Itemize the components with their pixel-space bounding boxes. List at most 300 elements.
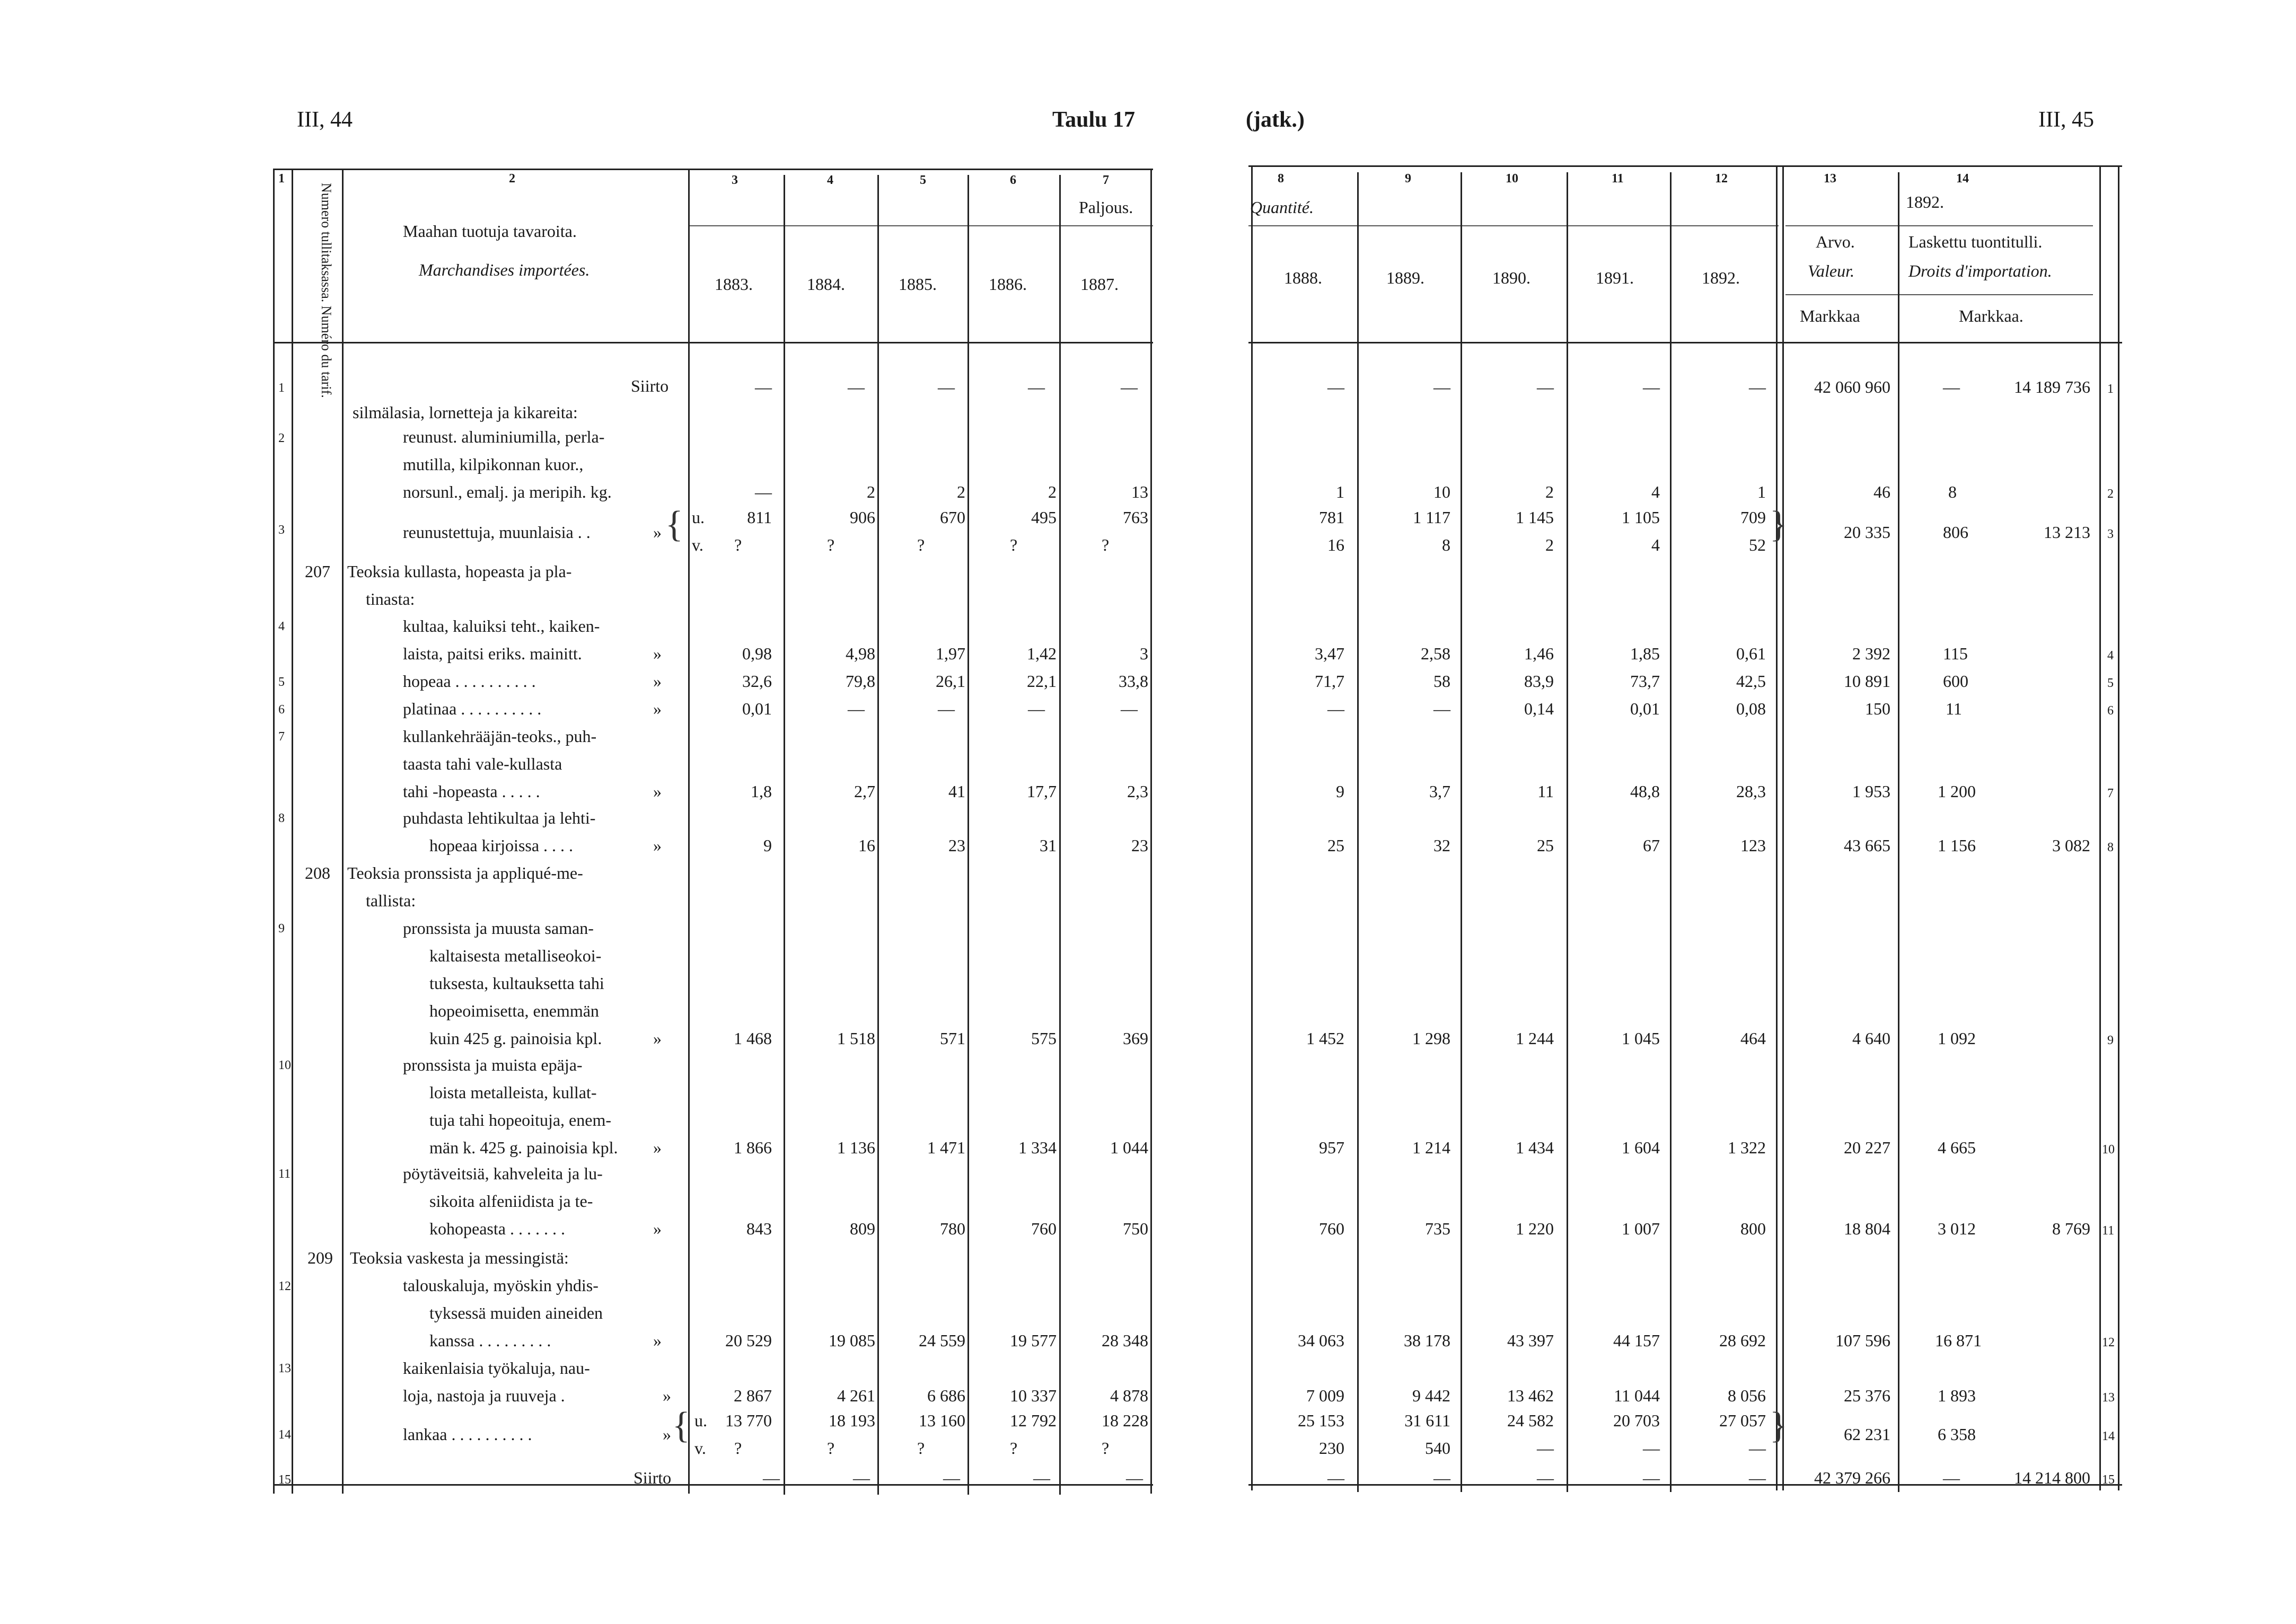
brace-right: }: [1770, 504, 1788, 545]
unit-mark: »: [653, 672, 662, 691]
group-label: silmälasia, lornetteja ja kikareita:: [353, 403, 578, 422]
cell: —: [853, 1468, 870, 1487]
unit-mark: »: [653, 1219, 662, 1238]
cell: 1 105: [1622, 508, 1660, 527]
item-label: pöytäveitsiä, kahveleita ja lu-: [403, 1164, 603, 1183]
value-cell: 2 392: [1852, 644, 1890, 663]
row-number: 6: [278, 703, 285, 717]
cell: 79,8: [846, 672, 875, 691]
col-number: 6: [1010, 173, 1016, 187]
cell: 9: [763, 836, 772, 855]
cell: 10: [1433, 482, 1450, 501]
cell: 2: [1545, 535, 1554, 554]
value-cell: 107 596: [1835, 1331, 1890, 1350]
cell: —: [938, 377, 955, 396]
cell: 13: [1131, 482, 1148, 501]
cell: 1 334: [1018, 1138, 1057, 1157]
value-cell: 10 891: [1844, 672, 1890, 691]
item-label: laista, paitsi eriks. mainitt.: [403, 644, 582, 663]
cell: ?: [1010, 1438, 1018, 1458]
cell: 843: [746, 1219, 772, 1238]
row-number: 3: [2107, 527, 2114, 541]
cell: 42,5: [1736, 672, 1766, 691]
cell: 16: [1327, 535, 1344, 554]
unit-mark: »: [653, 1029, 662, 1048]
cell: —: [1433, 1468, 1450, 1487]
cell: 670: [940, 508, 965, 527]
year-1892-value-heading: 1892.: [1906, 192, 1944, 211]
unit-mark: »: [653, 1138, 662, 1157]
cell: 13 160: [919, 1411, 965, 1430]
cell: 0,98: [742, 644, 772, 663]
cell: 7 009: [1306, 1386, 1344, 1405]
value-cell: 25 376: [1844, 1386, 1890, 1405]
unit-v: v.: [692, 535, 703, 554]
cell: 3,7: [1429, 782, 1450, 801]
cell: ?: [734, 535, 742, 554]
cell: 26,1: [936, 672, 965, 691]
cell: 2: [1048, 482, 1057, 501]
cell: —: [848, 377, 865, 396]
item-label: norsunl., emalj. ja meripih. kg.: [403, 482, 612, 501]
cell: —: [1643, 377, 1660, 396]
cell: 1 145: [1516, 508, 1554, 527]
cell: 4: [1651, 535, 1660, 554]
cell: 13 770: [725, 1411, 772, 1430]
value-cell: 1 953: [1852, 782, 1890, 801]
unit-mark: »: [653, 699, 662, 718]
cell: 1 322: [1728, 1138, 1766, 1157]
item-label: loja, nastoja ja ruuveja .: [403, 1386, 565, 1405]
cell: 11 044: [1614, 1386, 1660, 1405]
section-label: tinasta:: [366, 589, 415, 608]
duty-cell: 3 012: [1938, 1219, 1976, 1238]
item-label: taasta tahi vale-kullasta: [403, 754, 562, 773]
cell: 1 518: [837, 1029, 875, 1048]
cell: 495: [1031, 508, 1057, 527]
cell: 27 057: [1719, 1411, 1766, 1430]
cell: 735: [1425, 1219, 1450, 1238]
value-cell: 46: [1873, 482, 1890, 501]
cell: 31: [1040, 836, 1057, 855]
value-cell: 42 060 960: [1814, 377, 1890, 396]
cell: 20 529: [725, 1331, 772, 1350]
cell: 575: [1031, 1029, 1057, 1048]
row-number: 1: [278, 381, 285, 395]
unit-mark: »: [653, 836, 662, 855]
row-number: 6: [2107, 704, 2114, 718]
unit-mark: »: [653, 644, 662, 663]
cell: 1 044: [1110, 1138, 1148, 1157]
cell: ?: [734, 1438, 742, 1458]
quantity-heading: Paljous.: [1079, 198, 1133, 217]
col-number: 12: [1715, 172, 1728, 186]
cell: 2: [867, 482, 875, 501]
cell: —: [943, 1468, 960, 1487]
cell: —: [1643, 1468, 1660, 1487]
goods-heading: Maahan tuotuja tavaroita.: [403, 222, 577, 241]
item-label: puhdasta lehtikultaa ja lehti-: [403, 808, 596, 827]
cell: 1 471: [927, 1138, 965, 1157]
row-number: 1: [2107, 382, 2114, 396]
col-number: 2: [509, 172, 515, 186]
row-number: 11: [2102, 1224, 2115, 1238]
year-1883: 1883.: [715, 275, 753, 294]
value-cell: 42 379 266: [1814, 1468, 1890, 1487]
cell: 369: [1123, 1029, 1148, 1048]
cell: 4 261: [837, 1386, 875, 1405]
col-number: 5: [920, 173, 926, 187]
item-label: kaikenlaisia työkaluja, nau-: [403, 1358, 590, 1378]
cell: 28 348: [1102, 1331, 1148, 1350]
row-number: 2: [2107, 487, 2114, 501]
year-1888: 1888.: [1284, 268, 1322, 287]
cell: 44 157: [1613, 1331, 1660, 1350]
item-label: sikoita alfeniidista ja te-: [429, 1191, 593, 1211]
cell: 2,7: [854, 782, 875, 801]
cell: 19 085: [829, 1331, 875, 1350]
value-heading-fr: Valeur.: [1808, 261, 1854, 280]
row-number: 14: [2102, 1429, 2115, 1443]
unit-v: v.: [694, 1438, 706, 1458]
duty-cell: 1 156: [1938, 836, 1976, 855]
row-number: 14: [278, 1428, 291, 1442]
cell: 8: [1442, 535, 1450, 554]
cell: 1 117: [1413, 508, 1450, 527]
row-number: 15: [2102, 1473, 2115, 1487]
cell: —: [1121, 377, 1138, 396]
cell: 1,8: [751, 782, 772, 801]
cell: 43 397: [1507, 1331, 1554, 1350]
cell: 24 582: [1507, 1411, 1554, 1430]
cell: 12 792: [1010, 1411, 1057, 1430]
cell: —: [1749, 1438, 1766, 1458]
cell: 957: [1319, 1138, 1344, 1157]
item-label: tyksessä muiden aineiden: [429, 1303, 603, 1322]
unit-mark: »: [663, 1386, 671, 1405]
row-number: 9: [2107, 1034, 2114, 1047]
section-label: Teoksia pronssista ja appliqué-me-: [347, 863, 583, 882]
cell: —: [763, 1468, 780, 1487]
cell: 3: [1140, 644, 1148, 663]
cell: 17,7: [1027, 782, 1057, 801]
value-cell: 18 804: [1844, 1219, 1890, 1238]
col-number: 7: [1103, 173, 1109, 187]
unit-u: u.: [692, 508, 705, 527]
item-label: pronssista ja muusta saman-: [403, 919, 594, 938]
cell: 2,58: [1421, 644, 1450, 663]
col-number: 1: [278, 172, 285, 186]
row-number: 12: [278, 1279, 291, 1293]
cell: 4 878: [1110, 1386, 1148, 1405]
cell: —: [1537, 377, 1554, 396]
cell: ?: [1102, 535, 1110, 554]
unit-mark: »: [653, 523, 662, 542]
year-1891: 1891.: [1596, 268, 1634, 287]
cell: 18 228: [1102, 1411, 1148, 1430]
cell: 4,98: [846, 644, 875, 663]
cell: 709: [1740, 508, 1766, 527]
row-number: 7: [2107, 787, 2114, 800]
duty-cell: 16 871: [1935, 1331, 1982, 1350]
duty-cell: 14 189 736: [2014, 377, 2090, 396]
cell: 32: [1433, 836, 1450, 855]
item-label: reunustettuja, muunlaisia . .: [403, 523, 591, 542]
year-1892: 1892.: [1702, 268, 1740, 287]
cell: ?: [1010, 535, 1018, 554]
cell: 1,97: [936, 644, 965, 663]
cell: —: [1433, 377, 1450, 396]
cell: 1,85: [1630, 644, 1660, 663]
cell: 230: [1319, 1438, 1344, 1458]
col-number: 4: [827, 173, 833, 187]
row-number: 7: [278, 730, 285, 744]
carry-over-label: Siirto: [631, 376, 669, 395]
duty-cell: 806: [1943, 523, 1968, 542]
table-title: Taulu 17: [1052, 108, 1136, 132]
tariff-number: 207: [305, 562, 330, 581]
cell: —: [1033, 1468, 1050, 1487]
cell: 2: [1545, 482, 1554, 501]
cell: 123: [1740, 836, 1766, 855]
duty-cell: 14 214 800: [2014, 1468, 2090, 1487]
duty-cell: 8: [1948, 482, 1957, 501]
cell: 1 136: [837, 1138, 875, 1157]
cell: —: [755, 482, 772, 501]
unit-u: u.: [694, 1411, 707, 1430]
brace-right: }: [1770, 1405, 1788, 1446]
item-label: hopeaa kirjoissa . . . .: [429, 836, 574, 855]
row-number: 12: [2102, 1336, 2115, 1349]
duty-cell: 6 358: [1938, 1425, 1976, 1444]
cell: —: [1537, 1468, 1554, 1487]
cell: 9 442: [1412, 1386, 1450, 1405]
duty-heading-fr: Droits d'importation.: [1908, 261, 2052, 280]
duty-cell: 1 893: [1938, 1386, 1976, 1405]
cell: —: [1327, 377, 1344, 396]
cell: 71,7: [1315, 672, 1344, 691]
value-cell: 20 227: [1844, 1138, 1890, 1157]
row-number: 8: [2107, 841, 2114, 854]
cell: —: [1126, 1468, 1143, 1487]
cell: 906: [850, 508, 875, 527]
col-number: 8: [1278, 172, 1284, 186]
cell: 760: [1031, 1219, 1057, 1238]
duty-cell: 600: [1943, 672, 1968, 691]
cell: —: [1643, 1438, 1660, 1458]
item-label: kanssa . . . . . . . . .: [429, 1331, 551, 1350]
col-number: 11: [1612, 172, 1624, 186]
cell: —: [938, 699, 955, 718]
duty-cell: 1 092: [1938, 1029, 1976, 1048]
item-label: kuin 425 g. painoisia kpl.: [429, 1029, 602, 1048]
currency-value: Markkaa: [1800, 306, 1860, 325]
cell: 16: [858, 836, 875, 855]
tariff-number-label: Numero tullitaksassa. Numéro du tarif.: [319, 183, 334, 398]
col-number: 3: [732, 173, 738, 187]
item-label: pronssista ja muista epäja-: [403, 1055, 583, 1074]
section-label: Teoksia vaskesta ja messingistä:: [350, 1248, 569, 1267]
item-label: hopeaa . . . . . . . . . .: [403, 672, 536, 691]
right-page-number: III, 45: [2038, 108, 2094, 132]
cell: ?: [1102, 1438, 1110, 1458]
cell: 28 692: [1719, 1331, 1766, 1350]
cell: 1 452: [1306, 1029, 1344, 1048]
cell: 0,01: [742, 699, 772, 718]
cell: 38 178: [1404, 1331, 1450, 1350]
cell: 11: [1537, 782, 1554, 801]
cell: 781: [1319, 508, 1344, 527]
item-label: tahi -hopeasta . . . . .: [403, 782, 540, 801]
cell: 760: [1319, 1219, 1344, 1238]
cell: —: [848, 699, 865, 718]
cell: 18 193: [829, 1411, 875, 1430]
value-cell: 150: [1865, 699, 1890, 718]
cell: ?: [827, 535, 835, 554]
duty-cell: 13 213: [2044, 523, 2090, 542]
cell: 48,8: [1630, 782, 1660, 801]
cell: —: [1028, 699, 1045, 718]
cell: 25 153: [1298, 1411, 1344, 1430]
cell: 1: [1757, 482, 1766, 501]
row-number: 4: [2107, 649, 2114, 663]
cell: 41: [948, 782, 965, 801]
quantity-heading-fr: Quantité.: [1250, 198, 1314, 217]
tariff-number: 209: [307, 1248, 333, 1267]
value-heading: Arvo.: [1816, 232, 1855, 251]
duty-cell: 3 082: [2052, 836, 2090, 855]
row-number: 9: [278, 922, 285, 935]
duty-heading: Laskettu tuontitulli.: [1908, 232, 2043, 251]
year-1886: 1886.: [989, 275, 1027, 294]
item-label: tuja tahi hopeoituja, enem-: [429, 1110, 611, 1129]
tariff-number: 208: [305, 863, 330, 882]
cell: 1 298: [1412, 1029, 1450, 1048]
cell: 0,61: [1736, 644, 1766, 663]
cell: 52: [1749, 535, 1766, 554]
cell: 1 214: [1412, 1138, 1450, 1157]
cell: 13 462: [1507, 1386, 1554, 1405]
unit-mark: »: [653, 1331, 662, 1350]
row-number: 8: [278, 811, 285, 825]
cell: 0,08: [1736, 699, 1766, 718]
cell: 9: [1336, 782, 1344, 801]
item-label: hopeoimisetta, enemmän: [429, 1001, 599, 1020]
cell: 1 604: [1622, 1138, 1660, 1157]
year-1884: 1884.: [807, 275, 845, 294]
cell: 811: [747, 508, 772, 527]
carry-over-label: Siirto: [634, 1468, 672, 1487]
item-label: loista metalleista, kullat-: [429, 1083, 597, 1102]
cell: 83,9: [1524, 672, 1554, 691]
cell: 73,7: [1630, 672, 1660, 691]
year-1887: 1887.: [1080, 275, 1119, 294]
value-cell: 4 640: [1852, 1029, 1890, 1048]
cell: 800: [1740, 1219, 1766, 1238]
cell: 540: [1425, 1438, 1450, 1458]
unit-mark: »: [663, 1425, 671, 1444]
table-continuation: (jatk.): [1246, 108, 1305, 132]
cell: —: [1121, 699, 1138, 718]
item-label: platinaa . . . . . . . . . .: [403, 699, 542, 718]
cell: 4: [1651, 482, 1660, 501]
cell: —: [755, 377, 772, 396]
cell: —: [1028, 377, 1045, 396]
row-number: 5: [2107, 676, 2114, 690]
row-number: 2: [278, 431, 285, 445]
cell: 1 468: [734, 1029, 772, 1048]
cell: —: [1327, 699, 1344, 718]
duty-cell: 4 665: [1938, 1138, 1976, 1157]
cell: 23: [1131, 836, 1148, 855]
cell: 1 434: [1516, 1138, 1554, 1157]
row-number: 11: [278, 1167, 291, 1181]
cell: 1 045: [1622, 1029, 1660, 1048]
row-number: 4: [278, 620, 285, 633]
cell: 464: [1740, 1029, 1766, 1048]
currency-duty: Markkaa.: [1959, 306, 2024, 325]
item-label: kultaa, kaluiksi teht., kaiken-: [403, 616, 600, 636]
cell: ?: [917, 535, 925, 554]
brace-left: {: [665, 504, 683, 545]
cell: —: [1327, 1468, 1344, 1487]
value-cell: 62 231: [1844, 1425, 1890, 1444]
cell: 0,01: [1630, 699, 1660, 718]
col-number: 14: [1956, 172, 1969, 186]
cell: 58: [1433, 672, 1450, 691]
cell: 8 056: [1728, 1386, 1766, 1405]
cell: ?: [827, 1438, 835, 1458]
row-number: 13: [2102, 1391, 2115, 1405]
item-label: talouskaluja, myöskin yhdis-: [403, 1276, 599, 1295]
cell: 3,47: [1315, 644, 1344, 663]
row-number: 15: [278, 1473, 291, 1487]
item-label: män k. 425 g. painoisia kpl.: [429, 1138, 618, 1157]
item-label: kaltaisesta metalliseokoi-: [429, 946, 602, 965]
item-label: reunust. aluminiumilla, perla-: [403, 427, 605, 446]
cell: 571: [940, 1029, 965, 1048]
cell: 0,14: [1524, 699, 1554, 718]
section-label: tallista:: [366, 891, 416, 910]
goods-heading-fr: Marchandises importées.: [419, 260, 590, 279]
section-label: Teoksia kullasta, hopeasta ja pla-: [347, 562, 572, 581]
cell: —: [1749, 377, 1766, 396]
cell: —: [1433, 699, 1450, 718]
item-label: mutilla, kilpikonnan kuor.,: [403, 455, 584, 474]
cell: 1,46: [1524, 644, 1554, 663]
item-label: lankaa . . . . . . . . . .: [403, 1425, 532, 1444]
cell: 33,8: [1119, 672, 1148, 691]
cell: 25: [1327, 836, 1344, 855]
item-label: tuksesta, kultauksetta tahi: [429, 974, 604, 993]
cell: 67: [1643, 836, 1660, 855]
cell: 1 866: [734, 1138, 772, 1157]
cell: 10 337: [1010, 1386, 1057, 1405]
unit-mark: »: [653, 782, 662, 801]
cell: 2,3: [1127, 782, 1148, 801]
cell: 763: [1123, 508, 1148, 527]
cell: —: [1537, 1438, 1554, 1458]
duty-cell: —: [1943, 377, 1960, 396]
cell: 25: [1537, 836, 1554, 855]
cell: 24 559: [919, 1331, 965, 1350]
cell: ?: [917, 1438, 925, 1458]
cell: 19 577: [1010, 1331, 1057, 1350]
value-cell: 20 335: [1844, 523, 1890, 542]
duty-cell: 1 200: [1938, 782, 1976, 801]
cell: 32,6: [742, 672, 772, 691]
cell: 23: [948, 836, 965, 855]
